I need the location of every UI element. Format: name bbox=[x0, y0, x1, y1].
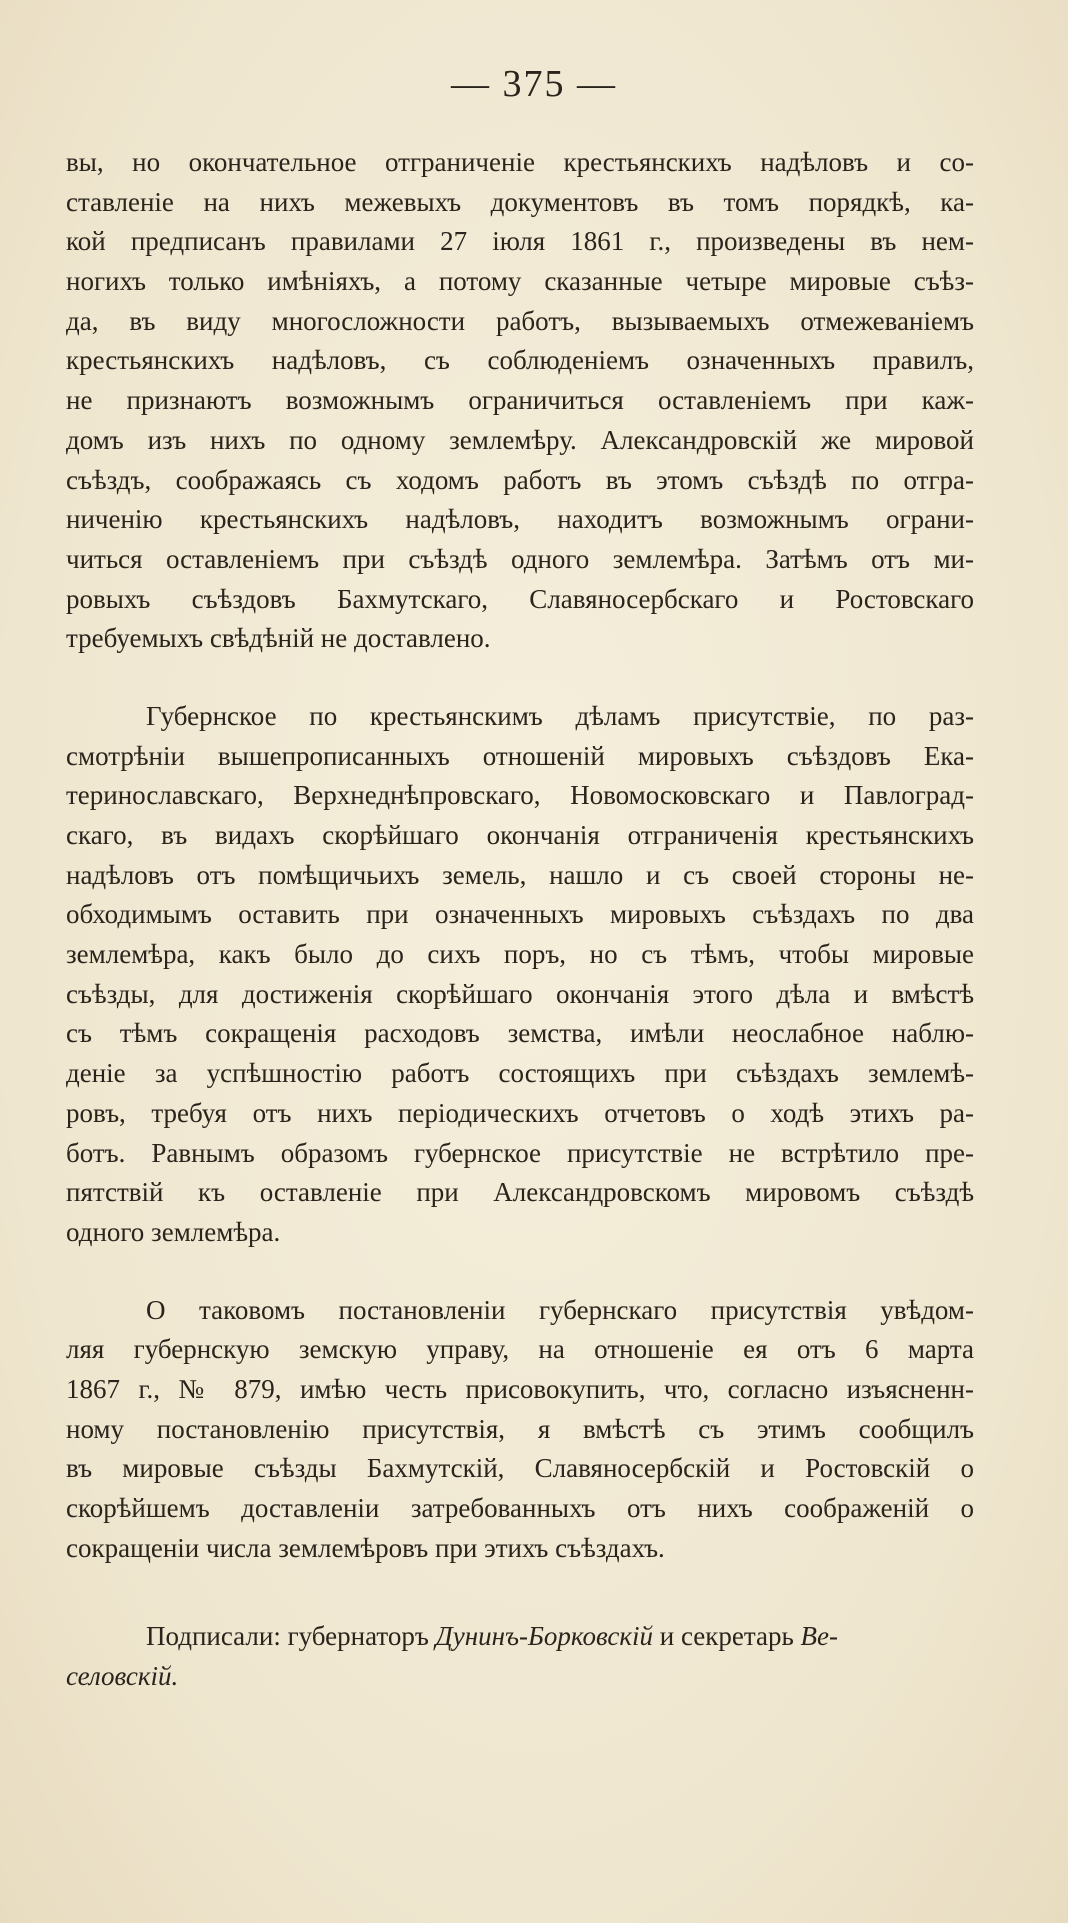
signature-block bbox=[66, 1616, 974, 1696]
text-line: скаго, въ видахъ скорѣйшаго окончанія отграниченія крестьянскихъ bbox=[66, 820, 974, 850]
text-line: читься оставленіемъ при съѣздѣ одного землемѣра. Затѣмъ отъ ми- bbox=[66, 543, 974, 574]
text-line: требуемыхъ свѣдѣній не доставлено. bbox=[66, 623, 491, 654]
paragraph-2 bbox=[66, 697, 974, 1253]
text-line: скорѣйшемъ доставленіи затребованныхъ отъ нихъ соображеній о bbox=[66, 1493, 974, 1523]
text-line: обходимымъ оставить при означенныхъ мировыхъ съѣздахъ по два bbox=[66, 899, 974, 930]
signature-line bbox=[66, 1616, 974, 1656]
text-line: вы, но окончательное отграниченіе крестьянскихъ надѣловъ и со- bbox=[66, 147, 974, 177]
text-line: кой предписанъ правилами 27 іюля 1861 г., произведены въ нем- bbox=[66, 226, 974, 257]
document-body bbox=[66, 143, 974, 1696]
paragraph-1 bbox=[66, 143, 974, 659]
text-line: ниченію крестьянскихъ надѣловъ, находитъ возможнымъ ограни- bbox=[66, 504, 974, 535]
text-line: О таковомъ постановленіи губернскаго присутствія увѣдом- bbox=[146, 1294, 974, 1325]
text-line: крестьянскихъ надѣловъ, съ соблюденіемъ означенныхъ правилъ, bbox=[66, 345, 974, 376]
text-line: ровыхъ съѣздовъ Бахмутскаго, Славяносербскаго и Ростовскаго bbox=[66, 583, 974, 614]
secretary-name-part2: селовскій. bbox=[66, 1661, 179, 1692]
text-line: ровъ, требуя отъ нихъ періодическихъ отчетовъ о ходѣ этихъ ра- bbox=[66, 1097, 974, 1128]
text-line: пятствій къ оставленіе при Александровскомъ мировомъ съѣздѣ bbox=[66, 1177, 974, 1208]
text-line: сокращеніи числа землемѣровъ при этихъ съѣздахъ. bbox=[66, 1532, 665, 1563]
text-line: съ тѣмъ сокращенія расходовъ земства, имѣли неослабное наблю- bbox=[66, 1018, 974, 1049]
signature-middle: и секретарь bbox=[659, 1621, 794, 1652]
text-line: ботъ. Равнымъ образомъ губернское присутствіе не встрѣтило пре- bbox=[66, 1137, 974, 1168]
text-line: одного землемѣра. bbox=[66, 1216, 281, 1247]
text-line: домъ изъ нихъ по одному землемѣру. Александровскій же мировой bbox=[66, 424, 974, 455]
text-line: съѣзды, для достиженія скорѣйшаго окончанія этого дѣла и вмѣстѣ bbox=[66, 978, 974, 1009]
text-line: деніе за успѣшностію работъ состоящихъ при съѣздахъ землемѣ- bbox=[66, 1058, 974, 1089]
text-line: ляя губернскую земскую управу, на отношеніе ея отъ 6 марта bbox=[66, 1334, 974, 1365]
text-line: ному постановленію присутствія, я вмѣстѣ съ этимъ сообщилъ bbox=[66, 1413, 974, 1444]
governor-name: Дунинъ-Борковскій bbox=[435, 1621, 654, 1652]
text-line: не признаютъ возможнымъ ограничиться оставленіемъ при каж- bbox=[66, 385, 974, 416]
text-line: землемѣра, какъ было до сихъ поръ, но съ тѣмъ, чтобы мировые bbox=[66, 939, 974, 970]
text-line: да, въ виду многосложности работъ, вызываемыхъ отмежеваніемъ bbox=[66, 305, 974, 336]
signature-line-2 bbox=[66, 1656, 974, 1696]
paragraph-3 bbox=[66, 1291, 974, 1569]
text-line: 1867 г., № 879, имѣю честь присовокупить, что, согласно изъясненн- bbox=[66, 1373, 974, 1404]
text-line: Губернское по крестьянскимъ дѣламъ присутствіе, по раз- bbox=[146, 700, 974, 731]
text-line: смотрѣніи вышепрописанныхъ отношеній мировыхъ съѣздовъ Ека- bbox=[66, 740, 974, 771]
text-line: ставленіе на нихъ межевыхъ документовъ въ томъ порядкѣ, ка- bbox=[66, 186, 974, 217]
paragraph-gap bbox=[66, 1568, 974, 1616]
signature-prefix: Подписали: губернаторъ bbox=[146, 1621, 429, 1652]
paragraph-gap bbox=[66, 659, 974, 697]
text-line: въ мировые съѣзды Бахмутскій, Славяносербскій и Ростовскій о bbox=[66, 1453, 974, 1484]
paragraph-gap bbox=[66, 1253, 974, 1291]
text-line: надѣловъ отъ помѣщичьихъ земель, нашло и съ своей стороны не- bbox=[66, 859, 974, 890]
text-line: съѣздъ, соображаясь съ ходомъ работъ въ этомъ съѣздѣ по отгра- bbox=[66, 464, 974, 495]
text-line: ногихъ только имѣніяхъ, а потому сказанные четыре мировые съѣз- bbox=[66, 266, 974, 297]
page-number: — 375 — bbox=[451, 63, 617, 105]
text-line: теринославскаго, Верхнеднѣпровскаго, Новомосковскаго и Павлоград- bbox=[66, 780, 974, 811]
secretary-name-part1: Ве- bbox=[800, 1621, 839, 1652]
